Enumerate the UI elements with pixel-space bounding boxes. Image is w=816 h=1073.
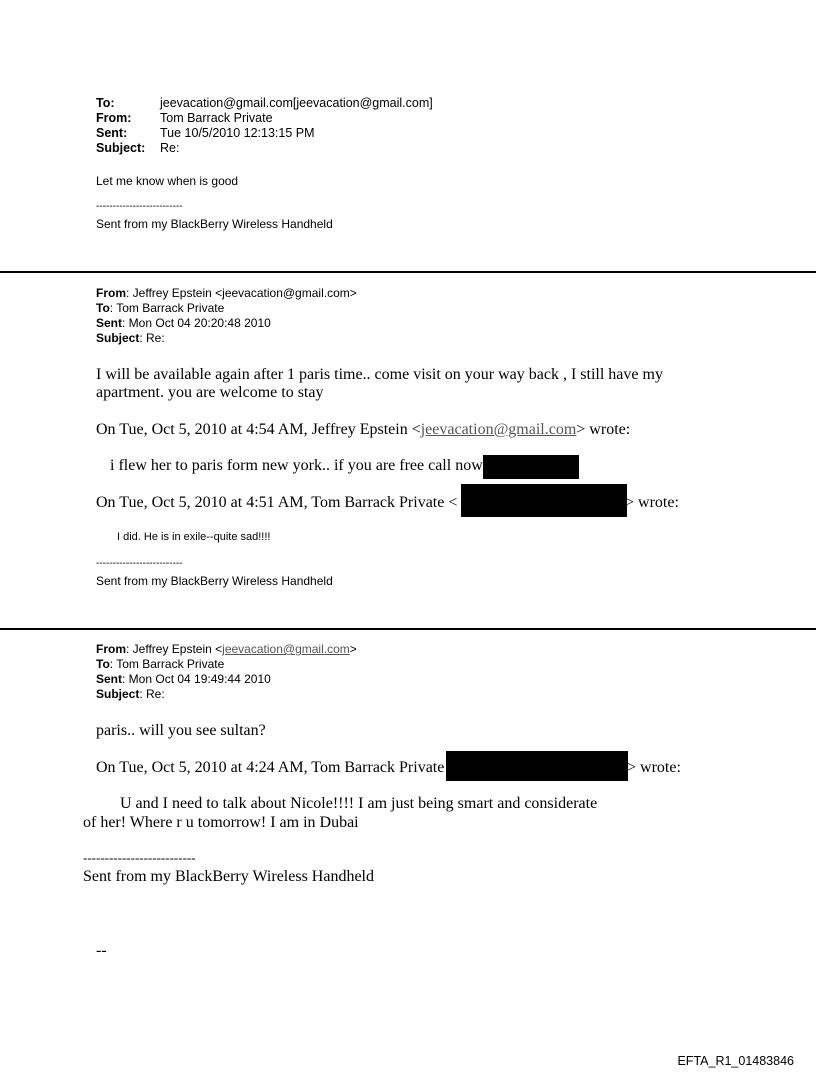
email2-quote2-suffix: > wrote: [625,494,679,511]
email1-signature: Sent from my BlackBerry Wireless Handheld [96,217,333,231]
email1-to-label: To: [96,96,115,110]
email1-subject-value: Re: [160,141,180,155]
email3-from-label: From [96,642,126,656]
email3-quote-line2: of her! Where r u tomorrow! I am in Dubai [83,814,359,831]
email1-body: Let me know when is good [96,174,239,188]
email2-quote1-email-link[interactable]: jeevacation@gmail.com [420,421,577,438]
email1-to-value: jeevacation@gmail.com[jeevacation@gmail.com] [160,96,433,110]
email3-quote-suffix: > wrote: [627,759,681,776]
email3-sig-dashes: -------------------------- [83,850,196,865]
email3-to-value: : Tom Barrack Private [109,657,225,671]
email2-to-line [96,301,224,316]
email3-quote-prefix: On Tue, Oct 5, 2010 at 4:24 AM, Tom Barrack Private [96,759,445,776]
email3-subject-line [96,687,165,702]
email3-to-line [96,657,224,672]
email2-quote2-prefix: On Tue, Oct 5, 2010 at 4:51 AM, Tom Barrack Private < [96,494,458,511]
email1-from-value: Tom Barrack Private [160,111,273,125]
email2-from-label: From [96,286,126,300]
email3-signature: Sent from my BlackBerry Wireless Handheld [83,868,374,885]
email2-quote1-suffix: > wrote: [576,421,631,438]
email3-subject-label: Subject [96,687,140,701]
email2-from-value: : Jeffrey Epstein <jeevacation@gmail.com> [126,286,357,300]
email2-sent-line [96,316,271,331]
email2-subject-line [96,331,165,346]
redaction-box [483,455,579,479]
email2-to-value: : Tom Barrack Private [109,301,225,315]
email2-sent-label: Sent [96,316,123,330]
email2-subject-label: Subject [96,331,140,345]
email1-sent-value: Tue 10/5/2010 12:13:15 PM [160,126,315,140]
redaction-box [446,751,628,781]
email1-from-label: From: [96,111,132,125]
email3-from-line [96,642,357,657]
email3-from-prefix: : Jeffrey Epstein < [126,642,223,656]
email2-sent-value: : Mon Oct 04 20:20:48 2010 [122,316,271,330]
email2-subject-value: : Re: [139,331,165,345]
email2-from-line [96,286,357,301]
email2-quote1-header [96,421,630,439]
email3-body: paris.. will you see sultan? [96,722,266,739]
email3-sent-line [96,672,271,687]
email2-quote1-prefix: On Tue, Oct 5, 2010 at 4:54 AM, Jeffrey Epstein < [96,421,421,438]
email1-sent-label: Sent: [96,126,128,140]
redaction-box [461,484,627,517]
email2-to-label: To [96,301,110,315]
email2-signature: Sent from my BlackBerry Wireless Handheld [96,574,333,588]
email3-quote-line1: U and I need to talk about Nicole!!!! I am just being smart and considerate [120,795,598,812]
document-id: EFTA_R1_01483846 [677,1054,794,1068]
email3-sent-label: Sent [96,672,123,686]
email3-subject-value: : Re: [139,687,165,701]
email2-quote1-body: i flew her to paris form new york.. if you are free call now [110,457,483,474]
email2-body-line1: I will be available again after 1 paris time.. come visit on your way back , I still have my [96,366,663,383]
email3-from-suffix: > [349,642,357,656]
separator-line [0,628,816,630]
email3-to-label: To [96,657,110,671]
email2-quote2-body: I did. He is in exile--quite sad!!!! [117,531,271,543]
separator-line [0,271,816,273]
email2-body-line2: apartment. you are welcome to stay [96,384,324,401]
email1-sig-dashes: -------------------------- [96,201,183,212]
email2-sig-dashes: -------------------------- [96,558,183,569]
email3-from-email-link[interactable]: jeevacation@gmail.com [222,642,350,656]
email1-subject-label: Subject: [96,141,146,155]
email3-sent-value: : Mon Oct 04 19:49:44 2010 [122,672,271,686]
email3-closing: -- [96,942,107,959]
